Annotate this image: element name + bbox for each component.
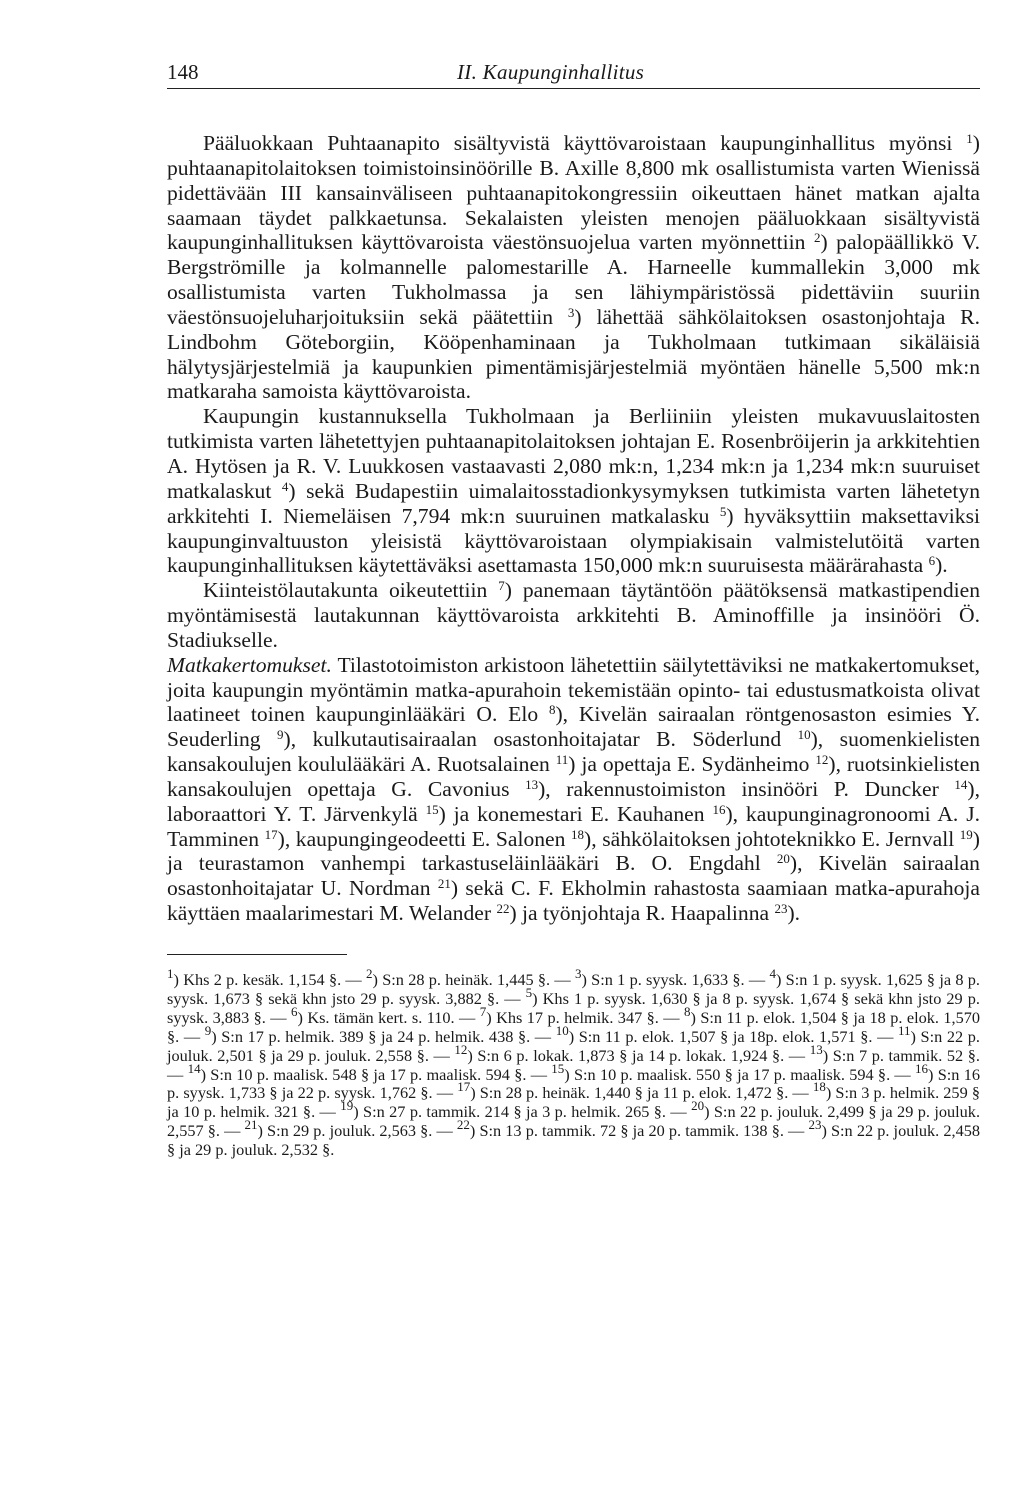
page-number: 148 <box>167 60 199 84</box>
text-run: ) S:n 7 p. tammik. 52 §. — <box>167 1045 980 1084</box>
footnote-ref: 11 <box>897 1022 911 1038</box>
footnote-ref: 3 <box>567 304 575 320</box>
footnote-ref: 18 <box>571 826 585 842</box>
text-run: ) S:n 6 p. lokak. 1,873 § ja 14 p. lokak. 1,924 §. — <box>467 1045 810 1065</box>
footnote-ref: 6 <box>290 1003 298 1019</box>
footnote-ref: 2 <box>813 230 821 246</box>
text-run: ) S:n 11 p. elok. 1,504 § ja 18 p. elok. 1,570 §. — <box>167 1007 980 1046</box>
footnote-ref: 9 <box>277 727 284 743</box>
footnote-ref: 10 <box>797 727 811 743</box>
footnote-ref: 6 <box>928 553 936 569</box>
footnote-ref: 19 <box>340 1098 354 1114</box>
body-text <box>167 131 980 926</box>
text-run: ) S:n 10 p. maalisk. 550 § ja 17 p. maalisk. 594 §. — <box>564 1064 915 1084</box>
footnote-ref: 1 <box>167 966 174 981</box>
text-run: ) Khs 2 p. kesäk. 1,154 §. — <box>173 970 366 989</box>
text-run: ) ja konemestari E. Kauhanen <box>438 801 713 826</box>
text-run: ) Khs 17 p. helmik. 347 §. — <box>486 1007 684 1027</box>
running-title: II. Kaupunginhallitus <box>457 60 645 84</box>
text-run: Kiinteistölautakunta oikeutettiin <box>203 578 499 603</box>
footnote-divider <box>167 954 347 955</box>
text-run: ) S:n 28 p. heinäk. 1,440 § ja 11 p. elok. 1,472 §. — <box>470 1083 813 1103</box>
footnote-ref: 2 <box>366 966 373 981</box>
footnote-ref: 13 <box>809 1041 823 1057</box>
text-run: ) S:n 29 p. jouluk. 2,563 §. — <box>257 1121 457 1141</box>
text-run: ) palopäällikkö V. Bergströmille ja kolmannelle palomestarille A. Harneelle kummallekin 3,000 mk osallistumista varten Tukholmassa ja sen lähiympäristössä pidettäviin suuriin väestönsuojeluharjoituksiin sekä päätettiin <box>167 230 980 329</box>
footnote-ref: 4 <box>769 966 776 981</box>
text-run: Tilastotoimiston arkistoon lähetettiin säilytettäviksi ne matkakertomukset, joita kaupungin myöntämin matka-apurahoin tekemistään opinto- tai edustusmatkoista olivat laatineet toinen kaupunginlääkäri O. Elo <box>167 652 980 727</box>
text-run: ) S:n 17 p. helmik. 389 § ja 24 p. helmik. 438 §. — <box>211 1026 556 1046</box>
footnote-ref: 14 <box>954 776 968 792</box>
text-run: ) sekä Budapestiin uimalaitosstadionkysymyksen tutkimista varten lähetetyn arkkitehti I. Niemeläisen 7,794 mk:n suuruinen matkalasku <box>167 478 980 528</box>
text-run: ) S:n 10 p. maalisk. 548 § ja 17 p. maalisk. 594 §. — <box>200 1064 552 1084</box>
paragraph-travel-grants <box>167 131 980 404</box>
footnote-ref: 13 <box>525 776 539 792</box>
footnote-ref: 15 <box>425 801 439 817</box>
text-run: Pääluokkaan Puhtaanapito sisältyvistä käyttövaroistaan kaupunginhallitus myönsi <box>203 131 967 155</box>
text-run: ) S:n 3 p. helmik. 259 § ja 10 p. helmik. 321 §. — <box>167 1083 980 1122</box>
footnote-ref: 7 <box>479 1003 487 1019</box>
page-header <box>167 60 980 89</box>
text-run: Kaupungin kustannuksella Tukholmaan ja Berliiniin yleisten mukavuuslaitosten tutkimista varten lähetettyjen puhtaanapitolaitoksen johtajan E. Rosenbröijerin ja arkkitehtien A. Hytösen ja R. V. Luukkosen vastaavasti 2,080 mk:n, 1,234 mk:n ja 1,234 mk:n suuruiset matkalaskut <box>167 404 980 503</box>
footnote-ref: 9 <box>204 1022 212 1038</box>
footnote-ref: 12 <box>815 752 829 768</box>
text-run: ), kulkutautisairaalan osastonhoitajatar B. Söderlund <box>283 727 798 752</box>
footnote-ref: 20 <box>691 1098 705 1114</box>
text-run: ) S:n 13 p. tammik. 72 § ja 20 p. tammik. 138 §. — <box>469 1121 809 1141</box>
footnote-ref: 21 <box>244 1117 258 1133</box>
footnote-ref: 8 <box>548 702 556 718</box>
footnote-ref: 19 <box>959 826 973 842</box>
footnote-ref: 17 <box>264 826 278 842</box>
text-run: ) lähettää sähkölaitoksen osastonjohtaja R. Lindbohm Göteborgiin, Kööpenhaminaan ja Tukholmaan tutkimaan sikäläisiä hälytysjärjestelmiä ja kaupunkien pimentämisjärjestelmiä myöntäen hänelle 5,500 mk:n matkaraha samoista käyttövaroista. <box>167 304 980 404</box>
paragraph-travel-reports <box>167 653 980 926</box>
text-run: ), kaupunginagronoomi A. J. Tamminen <box>167 801 980 851</box>
text-run: ) S:n 1 p. syysk. 1,633 §. — <box>581 970 770 989</box>
footnote-ref: 8 <box>683 1003 691 1019</box>
text-run: ) panemaan täytäntöön päätöksensä matkastipendien myöntämisestä lautakunnan käyttövaroista arkkitehti B. Aminoffille ja insinööri Ö. Stadiukselle. <box>167 578 981 652</box>
footnote-ref: 21 <box>437 876 451 892</box>
text-run: ) S:n 11 p. elok. 1,507 § ja 18p. elok. 1,571 §. — <box>568 1026 898 1046</box>
footnote-ref: 3 <box>574 966 582 981</box>
text-run: ) S:n 27 p. tammik. 214 § ja 3 p. helmik. 265 §. — <box>353 1102 692 1122</box>
document-page <box>167 60 980 1160</box>
text-run: ) puhtaanapitolaitoksen toimistoinsinöörille B. Axille 8,800 mk osallistumista varten Wienissä pidettävään III kansainväliseen puhtaanapitokongressiin oikeuttaen hänet matkan ajalta saamaan täydet palkkaetunsa. Sekalaisten yleisten menojen pääluokkaan sisältyvistä kaupunginhallituksen käyttövaroista väestönsuojelua varten myönnettiin <box>167 131 980 255</box>
text-run: ). <box>935 553 948 578</box>
text-run: ) S:n 22 p. jouluk. 2,501 § ja 29 p. jouluk. 2,558 §. — <box>167 1026 980 1065</box>
footnote-ref: 17 <box>457 1079 471 1095</box>
text-run: ), suomenkielisten kansakoulujen koululääkäri A. Ruotsalainen <box>167 727 980 777</box>
text-run: ), sähkölaitoksen johtoteknikko E. Jernvall <box>584 826 960 851</box>
text-run: ) Khs 1 p. syysk. 1,630 § ja 8 p. syysk. 1,674 § sekä khn jsto 29 p. syysk. 3,883 §. — <box>167 988 980 1027</box>
footnotes <box>167 966 981 1160</box>
text-run: ) S:n 28 p. heinäk. 1,445 §. — <box>372 970 575 989</box>
text-run: ), laboraattori Y. T. Järvenkylä <box>167 776 980 826</box>
footnote-ref: 5 <box>525 984 533 1000</box>
footnote-ref: 11 <box>555 752 569 768</box>
text-run: ), Kivelän sairaalan osastonhoitajatar U. Nordman <box>167 851 980 901</box>
footnote-ref: 18 <box>812 1079 826 1095</box>
footnote-ref: 16 <box>915 1060 928 1076</box>
text-run: ) hyväksyttiin maksettaviksi kaupunginvaltuuston yleisistä käyttövaroistaan olympiakisain valmistelutöitä varten kaupunginhallituksen käytettäväksi asettamasta 150,000 mk:n suuruisesta määrärahasta <box>167 503 980 578</box>
footnote-ref: 16 <box>712 801 726 817</box>
italic-run: Matkakertomukset. <box>167 652 332 677</box>
paragraph-travel-invoices <box>167 404 980 578</box>
footnote-ref: 22 <box>456 1117 470 1133</box>
footnote-ref: 15 <box>551 1060 565 1076</box>
footnote-ref: 1 <box>966 131 973 146</box>
text-run: ), ruotsinkielisten kansakoulujen opettaja G. Cavonius <box>167 752 980 801</box>
text-run: ) sekä C. F. Ekholmin rahastosta saamiaan matka-apurahoja käyttäen maalarimestari M. Welander <box>167 876 981 926</box>
footnote-ref: 23 <box>774 901 788 917</box>
text-run: ) S:n 22 p. jouluk. 2,499 § ja 29 p. jouluk. 2,557 §. — <box>167 1102 981 1141</box>
text-run: ), Kivelän sairaalan röntgenosaston esimies Y. Seuderling <box>167 702 980 752</box>
text-run: ), rakennustoimiston insinööri P. Duncker <box>538 776 955 801</box>
paragraph-scholarships <box>167 578 980 653</box>
text-run: ) S:n 16 p. syysk. 1,733 § ja 22 p. syysk. 1,762 §. — <box>167 1064 980 1103</box>
footnote-ref: 23 <box>808 1117 822 1133</box>
footnote-ref: 10 <box>555 1022 569 1038</box>
text-run: ) Ks. tämän kert. s. 110. — <box>297 1007 480 1027</box>
text-run: ). <box>787 901 801 926</box>
footnote-ref: 14 <box>187 1060 201 1076</box>
text-run: ), kaupungingeodeetti E. Salonen <box>277 826 572 851</box>
text-run: ) S:n 22 p. jouluk. 2,458 § ja 29 p. jouluk. 2,532 §. <box>167 1121 980 1160</box>
footnote-ref: 22 <box>496 901 510 917</box>
footnote-ref: 20 <box>776 851 790 867</box>
footnote-ref: 12 <box>454 1041 468 1057</box>
text-run: ) S:n 1 p. syysk. 1,625 § ja 8 p. syysk. 1,673 § sekä khn jsto 29 p. syysk. 3,882 §. — <box>167 970 980 1008</box>
text-run: ) ja teurastamon vanhempi tarkastuseläinlääkäri B. O. Engdahl <box>167 826 980 876</box>
footnote-ref: 7 <box>498 578 505 594</box>
text-run: ) ja opettaja E. Sydänheimo <box>568 752 816 777</box>
text-run: ) ja työnjohtaja R. Haapalinna <box>509 901 775 926</box>
footnote-ref: 5 <box>719 503 727 519</box>
footnote-ref: 4 <box>281 478 289 494</box>
